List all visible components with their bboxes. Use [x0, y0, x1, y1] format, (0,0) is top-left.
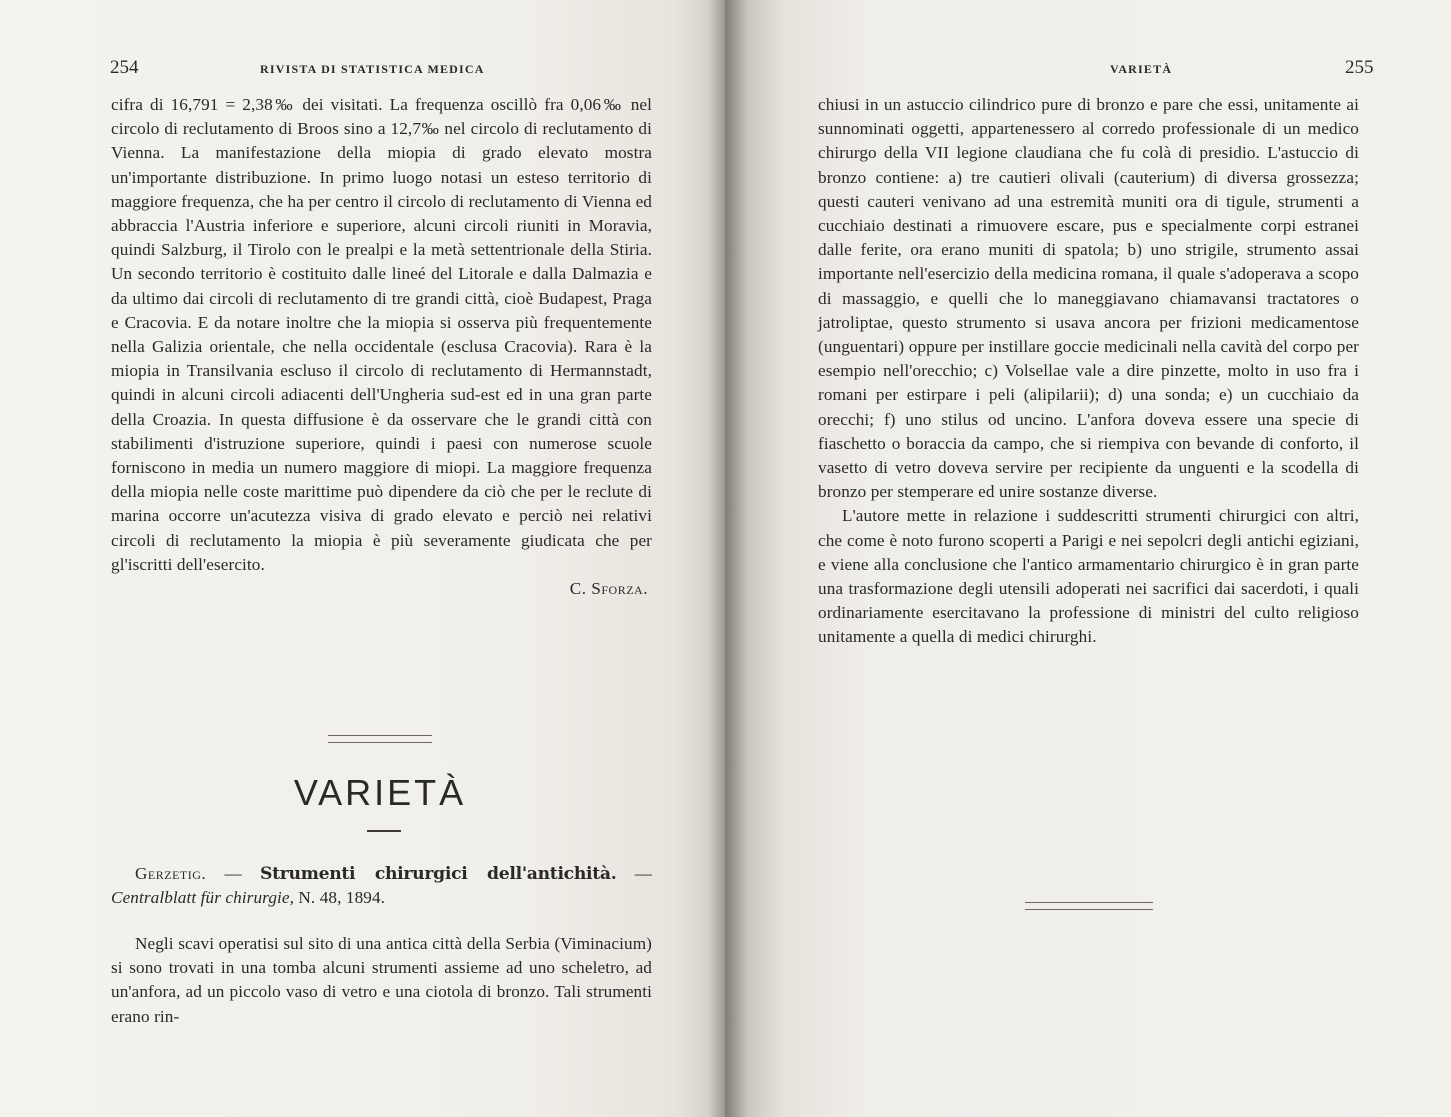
right-page-number: 255 — [1345, 57, 1374, 78]
right-body-text — [818, 93, 1359, 650]
signature: C. Sforza. — [569, 579, 648, 599]
right-running-title: VARIETÀ — [1110, 62, 1173, 76]
left-body-text — [111, 93, 652, 601]
left-paragraph-1: cifra di 16,791 = 2,38‰ dei visitati. La frequenza oscillò fra 0,06‰ nel circolo di reclutamento di Broos sino a 12,7‰ nel circolo di reclutamento di Vienna. La manifestazione della miopia di grado elevato mostra un'importante distribuzione. In primo luogo notasi un esteso territorio di maggiore frequenza, che ha per centro il circolo di reclutamento di Vienna ed abbraccia l'Austria inferiore e superiore, alcuni circoli riuniti in Moravia, quindi Salzburg, il Tirolo con le prealpi e la metà settentrionale della Stiria. Un secondo territorio è costituito dalle lineé del Litorale e dalla Dalmazia e da ultimo dai circoli di reclutamento di tre grandi città, cioè Budapest, Praga e Cracovia. E da notare inoltre che la miopia si osserva più frequentemente nella Galizia orientale, che nella occidentale (esclusa Cracovia). Rara è la miopia in Transilvania escluso il circolo di reclutamento di Hermannstadt, quindi in alcuni circoli adiacenti dell'Ungheria sud-est ed in una gran parte della Croazia. In questa diffusione è da osservare che le grandi città con stabilimenti d'istruzione superiore, quindi i paesi con numerose scuole forniscono in media un numero maggiore di miopi. La maggiore frequenza della miopia nelle coste marittime può dipendere da ciò che per le reclute di marina occorre un'acutezza visiva di grado elevato e perciò nei relativi circoli di reclutamento la miopia è più severamente giudicata che per gl'iscritti dell'esercito. — [111, 95, 652, 574]
right-paragraph-2: L'autore mette in relazione i suddescritti strumenti chirurgici con altri, che come è noto furono scoperti a Parigi e nei sepolcri degli antichi egiziani, e viene alla conclusione che l'antico armamentario chirurgico è in gran parte una trasformazione degli utensili adoperati nei sacrifici dai sacerdoti, i quali ordinariamente esercitavano la professione di ministri del culto religioso unitamente a quella di medici chirurghi. — [818, 506, 1359, 647]
section-title: VARIETÀ — [293, 772, 467, 813]
end-divider — [1025, 902, 1153, 910]
article-source-journal: Centralblatt für chirurgie, — [111, 888, 295, 908]
right-paragraph-1: chiusi in un astuccio cilindrico pure di bronzo e pare che essi, unitamente ai sunnominati oggetti, appartenessero al corredo professionale di un medico chirurgo della VII legione claudiana che fu colà di presidio. L'astuccio di bronzo contiene: a) tre cautieri olivali (cauterium) di diversa grossezza; questi cauteri venivano ad una estremità muniti ora di tigule, strumenti a cucchiaio destinati a rimuovere escare, pus e specialmente corpi estranei dalle ferite, ora erano muniti di spatola; b) uno strigile, strumento assai importante nell'esercizio della medicina romana, il quale s'adoperava a scopo di massaggio, e quelli che lo maneggiavano chiamavansi tractatores o jatroliptae, questo strumento si usava ancora per frizioni medicamentose (unguentari) oppure per instillare goccie medicinali nella cavità del corpo per esempio nell'orecchio; c) Volsellae vale a dire pinzette, molto in uso fra i romani per estirpare i peli (alipilarii); d) una sonda; e) un cucchiaio da orecchi; f) uno stilus od uncino. L'anfora doveva essere una specie di fiaschetto o boraccia da campo, che si riempiva con bevande di conforto, il vasetto di vetro doveva servire per recipiente da unguenti e la scodella di bronzo per stemperare ed unire sostanze diverse. — [818, 95, 1359, 502]
left-page — [0, 0, 725, 1117]
short-divider — [367, 830, 401, 832]
article-source-issue: N. 48, 1894. — [298, 888, 386, 908]
article-header: Gerzetig. — Strumenti chirurgici dell'antichità. — Centralblatt für chirurgie, N. 48, 1894. — [111, 864, 652, 908]
left-page-number: 254 — [110, 57, 139, 78]
section-divider — [328, 735, 432, 743]
right-page — [725, 0, 1451, 1117]
left-paragraph-2: Negli scavi operatisi sul sito di una antica città della Serbia (Viminacium) si sono trovati in una tomba alcuni strumenti assieme ad uno scheletro, ad un'anfora, ad un piccolo vaso di vetro e una ciotola di bronzo. Tali strumenti erano rin- — [111, 934, 652, 1026]
right-running-head — [820, 57, 1380, 82]
left-running-head — [110, 57, 670, 82]
article-author: Gerzetig. — [135, 864, 207, 883]
article-title: Strumenti chirurgici dell'antichità. — [260, 864, 617, 884]
left-running-title: RIVISTA DI STATISTICA MEDICA — [260, 62, 485, 76]
book-gutter — [708, 0, 748, 1117]
